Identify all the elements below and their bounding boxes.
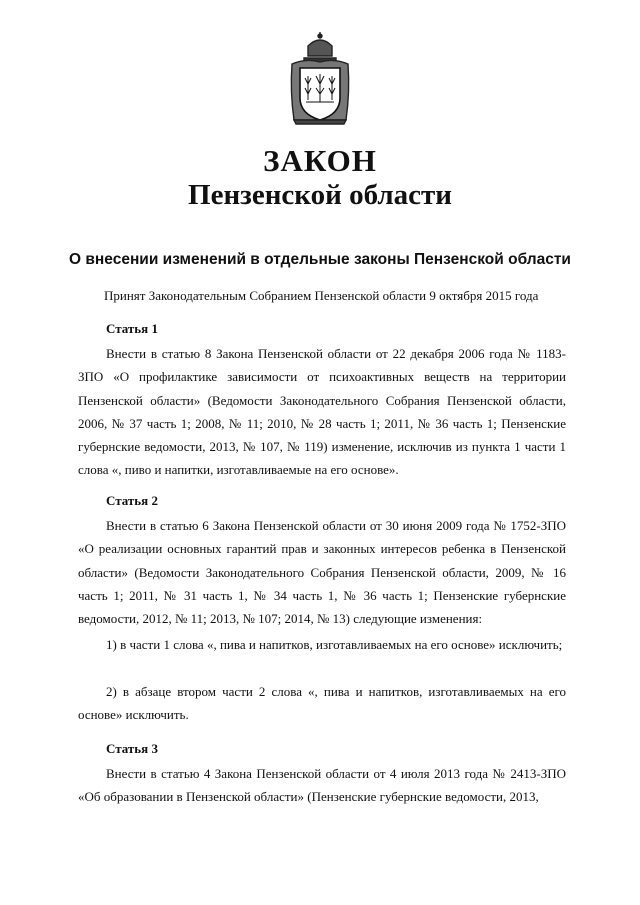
document-subtitle: Пензенской области [188,179,452,211]
article-1-text: Внести в статью 8 Закона Пензенской области от 22 декабря 2006 года № 1183-ЗПО «О профилактике зависимости от психоактивных веществ на территории Пензенской области» (Ведомости Законодательного Собрания Пензенской области, 2006, № 37 часть 1; 2008, № 11; 2010, № 28 часть 1; 2011, № 36 часть 1; Пензенские губернские ведомости, 2013, № 107, № 119) изменение, исключив из пункта 1 части 1 слова «, пиво и напитки, изготавливаемые на его основе». [78,346,566,478]
article-2-item-1 [78,633,566,656]
article-2-item-2-number: 2) [106,684,117,699]
article-1-heading: Статья 1 [106,321,158,336]
document-title: ЗАКОН [263,143,377,178]
article-2-item-1-number: 1) [106,637,117,652]
article-2-item-1-text: в части 1 слова «, пива и напитков, изготавливаемых на его основе» исключить; [120,637,563,652]
article-2-item-2 [78,680,566,727]
article-2-text: Внести в статью 6 Закона Пензенской области от 30 июня 2009 года № 1752-ЗПО «О реализации основных гарантий прав и законных интересов ребенка в Пензенской области» (Ведомости Законодательного Собрания Пензенской области, 2009, № 16 часть 1; 2011, № 31 часть 1, № 34 часть 1, № 36 часть 1; Пензенские губернские ведомости, 2012, № 11; 2013, № 107; 2014, № 13) следующие изменения: [78,518,566,627]
article-3-heading: Статья 3 [106,741,158,756]
article-3-text: Внести в статью 4 Закона Пензенской области от 4 июля 2013 года № 2413-ЗПО «Об образовании в Пензенской области» (Пензенские губернские ведомости, 2013, [78,766,566,805]
law-title: О внесении изменений в отдельные законы Пензенской области [69,251,571,268]
article-2-item-2-text: в абзаце втором части 2 слова «, пива и напитков, изготавливаемых на его основе» исключить. [78,684,566,723]
article-2-heading: Статья 2 [106,493,158,508]
penza-coat-of-arms-icon [286,32,354,126]
adoption-note: Принят Законодательным Собранием Пензенской области 9 октября 2015 года [104,288,539,303]
